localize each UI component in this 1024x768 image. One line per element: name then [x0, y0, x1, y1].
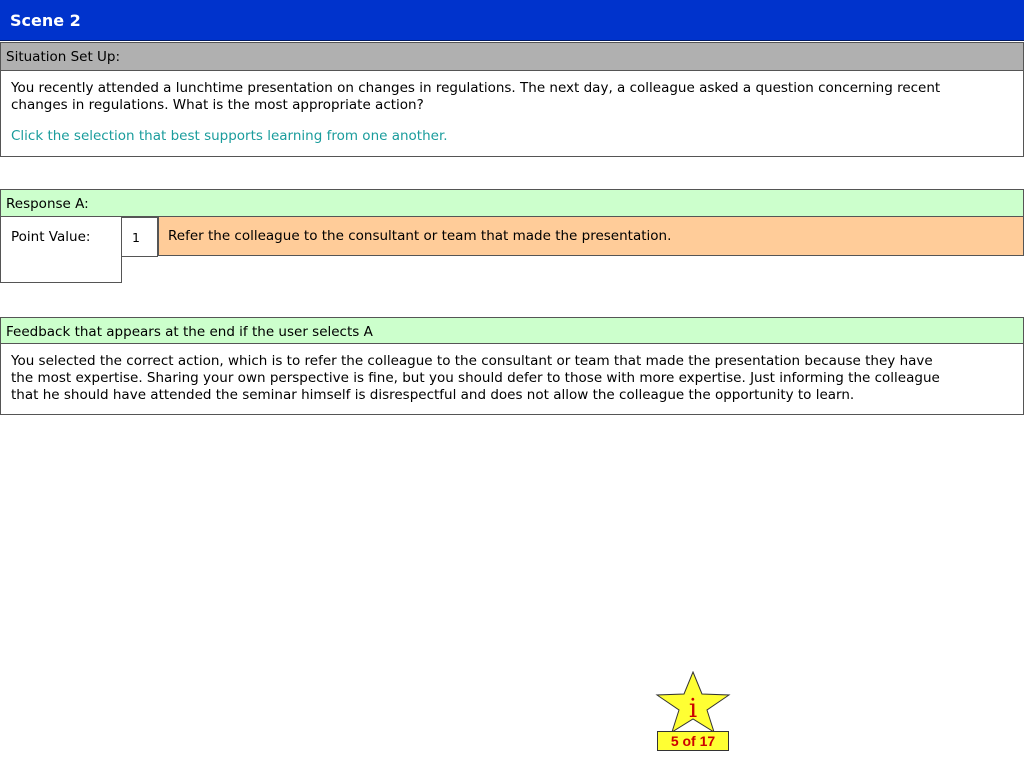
response-a-header — [0, 189, 1024, 217]
point-value-cell — [122, 217, 158, 257]
situation-setup-header — [0, 42, 1024, 71]
feedback-line-3: that he should have attended the seminar himself is disrespectful and does not allow the colleague the opportunity to learn. — [11, 387, 855, 403]
point-value-box — [0, 217, 122, 283]
situation-setup-label: Situation Set Up: — [6, 49, 121, 65]
situation-instruction: Click the selection that best supports learning from one another. — [11, 128, 448, 144]
scene-title: Scene 2 — [10, 11, 81, 30]
feedback-header — [0, 317, 1024, 344]
response-a-label: Response A: — [6, 196, 89, 212]
info-glyph: i — [688, 694, 698, 724]
feedback-line-1: You selected the correct action, which is to refer the colleague to the consultant or team that made the presentation because they have — [11, 353, 933, 369]
page-counter: 5 of 17 — [657, 731, 729, 751]
feedback-line-2: the most expertise. Sharing your own perspective is fine, but you should defer to those with more expertise. Just informing the colleague — [11, 370, 940, 386]
scene-title-bar — [0, 0, 1024, 41]
point-value-label: Point Value: — [11, 229, 91, 245]
feedback-label: Feedback that appears at the end if the user selects A — [6, 324, 373, 340]
info-star-button[interactable] — [655, 671, 731, 733]
situation-description-line-1: You recently attended a lunchtime presentation on changes in regulations. The next day, a colleague asked a question concerning recent — [11, 80, 941, 96]
response-a-option[interactable] — [158, 217, 1024, 256]
response-a-text: Refer the colleague to the consultant or team that made the presentation. — [168, 228, 672, 244]
info-star-icon — [655, 671, 731, 733]
situation-setup-body — [0, 71, 1024, 157]
point-value: 1 — [132, 230, 140, 245]
feedback-body — [0, 344, 1024, 415]
situation-description-line-2: changes in regulations. What is the most appropriate action? — [11, 97, 424, 113]
